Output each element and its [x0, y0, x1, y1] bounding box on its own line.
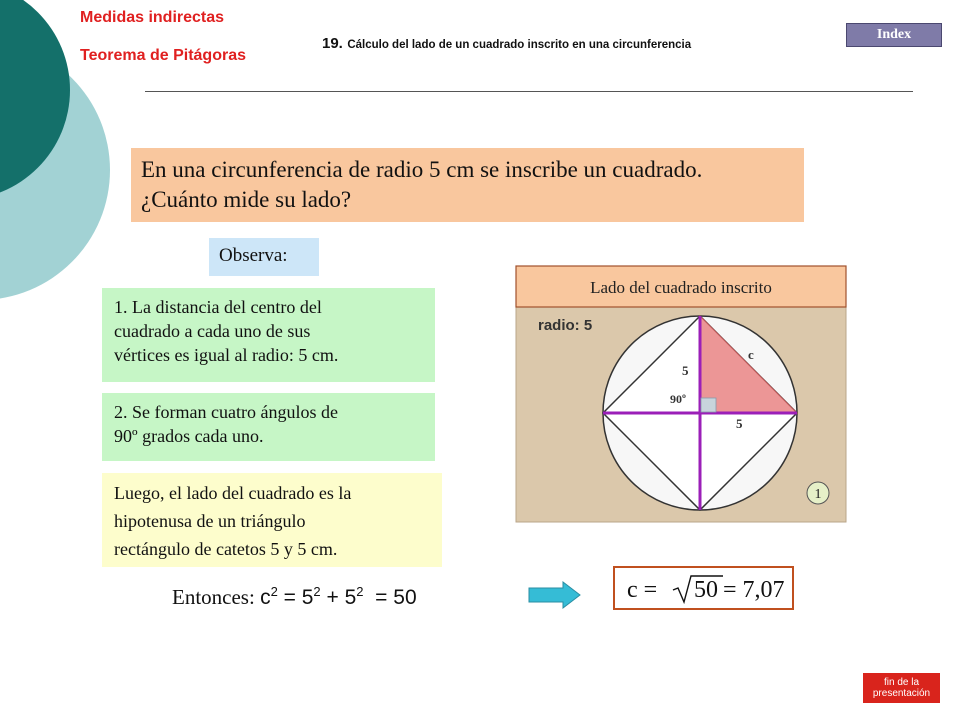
equation-exp-3: 2: [356, 584, 364, 599]
header-link-teorema-pitagoras[interactable]: Teorema de Pitágoras: [80, 47, 246, 64]
equation-part-b: + 5: [320, 586, 357, 609]
question-line-1: En una circunferencia de radio 5 cm se inscribe un cuadrado.: [141, 157, 703, 182]
conclusion-box: [102, 473, 442, 567]
equation-c: c: [260, 586, 271, 609]
slide-title-text: Cálculo del lado de un cuadrado inscrito en una circunferencia: [347, 39, 692, 51]
header-divider: [145, 91, 913, 92]
figure-title: Lado del cuadrado inscrito: [590, 278, 772, 297]
conclusion-line-2: hipotenusa de un triángulo: [114, 511, 306, 531]
label-5-vertical: 5: [682, 363, 689, 378]
conclusion-line-1: Luego, el lado del cuadrado es la: [114, 483, 352, 503]
arrow-right-icon: [527, 580, 583, 610]
end-button-line-1: fin de la: [883, 677, 920, 688]
step-2-line-1: 2. Se forman cuatro ángulos de: [114, 402, 338, 422]
equation-prefix: Entonces:: [172, 585, 255, 609]
result-box: [613, 566, 794, 610]
radius-label: radio: 5: [538, 317, 593, 334]
index-button[interactable]: Index: [846, 23, 942, 47]
equation-exp-1: 2: [270, 584, 278, 599]
right-angle-marker: [701, 398, 716, 412]
result-rhs: = 7,07: [723, 577, 785, 603]
inscribed-square-figure: [500, 263, 848, 528]
equation-part-c: = 50: [363, 586, 417, 609]
equation-part-a: = 5: [277, 586, 314, 609]
equation-body: [260, 586, 417, 609]
end-button-line-2: presentación: [872, 688, 931, 699]
equation: [172, 584, 417, 610]
step-1-line-1: 1. La distancia del centro del: [114, 297, 322, 317]
result-radicand: 50: [694, 577, 718, 603]
label-5-horizontal: 5: [736, 416, 743, 431]
conclusion-line-3: rectángulo de catetos 5 y 5 cm.: [114, 539, 338, 559]
slide-title: [322, 35, 691, 53]
end-presentation-button[interactable]: [863, 673, 940, 703]
equation-exp-2: 2: [313, 584, 321, 599]
label-c: c: [748, 347, 754, 362]
question-box: [131, 148, 804, 222]
slide-number: 19.: [322, 35, 343, 52]
step-marker: 1: [814, 487, 822, 502]
result-formula: [615, 568, 792, 608]
header-link-medidas-indirectas[interactable]: Medidas indirectas: [80, 9, 225, 26]
step-2-box: [102, 393, 435, 461]
step-2-line-2: 90º grados cada uno.: [114, 426, 264, 446]
question-line-2: ¿Cuánto mide su lado?: [141, 187, 352, 212]
step-1-line-2: cuadrado a cada uno de sus: [114, 321, 311, 341]
observa-label: Observa:: [209, 238, 319, 276]
label-90: 90º: [670, 392, 686, 406]
step-1-box: [102, 288, 435, 382]
result-lhs: c =: [627, 577, 658, 603]
step-1-line-3: vértices es igual al radio: 5 cm.: [114, 345, 339, 365]
